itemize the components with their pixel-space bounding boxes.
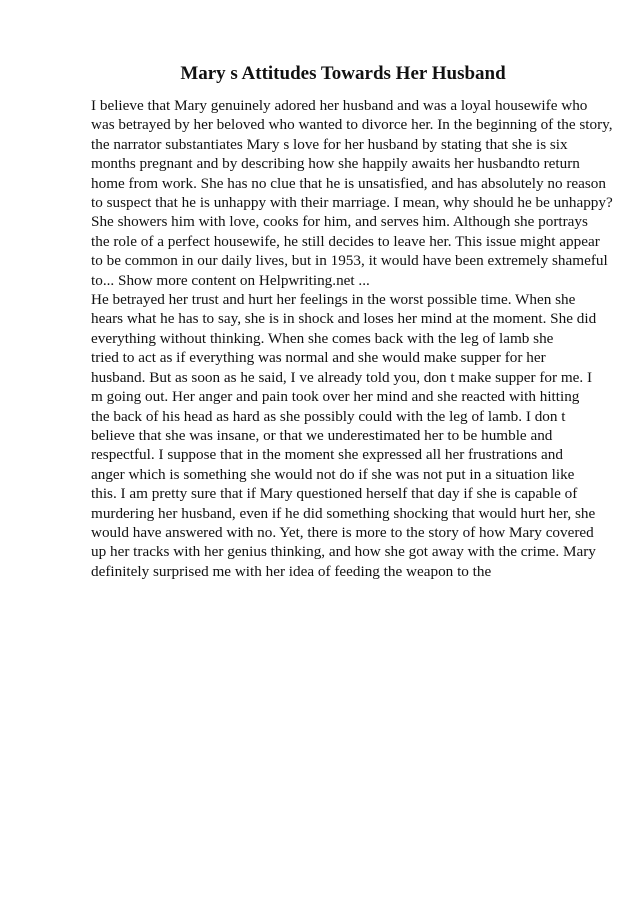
text-line: the role of a perfect housewife, he still decides to leave her. This issue might appear xyxy=(91,232,600,250)
document-title: Mary s Attitudes Towards Her Husband xyxy=(180,63,506,84)
text-line: would have answered with no. Yet, there is more to the story of how Mary covered xyxy=(91,523,594,541)
text-line: everything without thinking. When she comes back with the leg of lamb she xyxy=(91,329,554,347)
text-line: months pregnant and by describing how she happily awaits her husbandto return xyxy=(91,155,580,173)
text-line: husband. But as soon as he said, I ve already told you, don t make supper for me. I xyxy=(91,368,593,386)
text-line: to be common in our daily lives, but in 1953, it would have been extremely shameful xyxy=(91,252,608,270)
text-line: the narrator substantiates Mary s love for her husband by stating that she is six xyxy=(91,135,568,153)
text-line: He betrayed her trust and hurt her feelings in the worst possible time. When she xyxy=(91,291,576,309)
text-line: definitely surprised me with her idea of feeding the weapon to the xyxy=(91,562,492,580)
text-line: the back of his head as hard as she possibly could with the leg of lamb. I don t xyxy=(91,407,566,425)
text-line: She showers him with love, cooks for him, and serves him. Although she portrays xyxy=(91,213,588,231)
text-line: believe that she was insane, or that we underestimated her to be humble and xyxy=(91,426,553,444)
document-body xyxy=(91,96,611,581)
text-line: this. I am pretty sure that if Mary questioned herself that day if she is capable of xyxy=(91,485,578,503)
text-line: hears what he has to say, she is in shock and loses her mind at the moment. She did xyxy=(91,310,597,328)
text-line: up her tracks with her genius thinking, and how she got away with the crime. Mary xyxy=(91,543,596,561)
text-line: m going out. Her anger and pain took over her mind and she reacted with hitting xyxy=(91,388,580,406)
text-line: tried to act as if everything was normal and she would make supper for her xyxy=(91,349,546,367)
text-line: to... Show more content on Helpwriting.net ... xyxy=(91,271,370,289)
text-line: to suspect that he is unhappy with their marriage. I mean, why should he be unhappy? xyxy=(91,194,613,212)
text-line: home from work. She has no clue that he is unsatisfied, and has absolutely no reason xyxy=(91,174,606,192)
text-line: anger which is something she would not do if she was not put in a situation like xyxy=(91,465,575,483)
text-line: respectful. I suppose that in the moment she expressed all her frustrations and xyxy=(91,446,563,464)
text-line: murdering her husband, even if he did something shocking that would hurt her, she xyxy=(91,504,596,522)
text-line: I believe that Mary genuinely adored her husband and was a loyal housewife who xyxy=(91,97,588,114)
text-line: was betrayed by her beloved who wanted to divorce her. In the beginning of the story, xyxy=(91,116,613,134)
